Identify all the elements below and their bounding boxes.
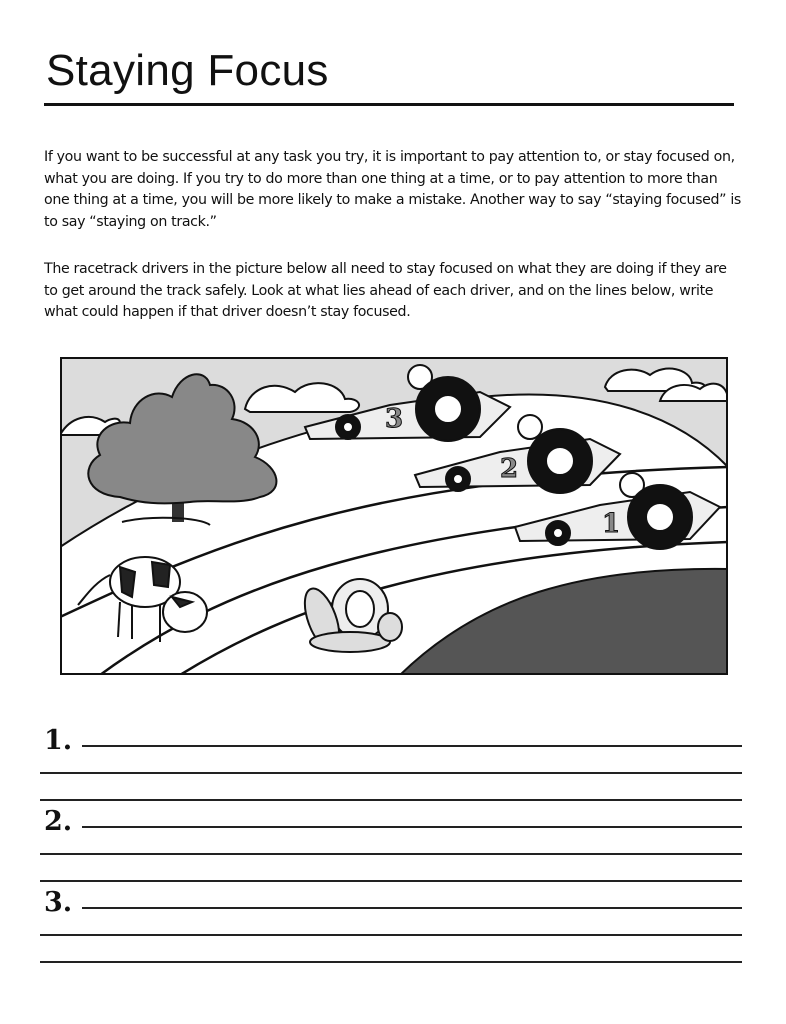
title-underline	[44, 103, 734, 106]
answer-3-line-3[interactable]	[40, 961, 742, 963]
answer-2-line-3[interactable]	[40, 880, 742, 882]
page-title: Staying Focus	[46, 46, 329, 95]
answer-1-line-3[interactable]	[40, 799, 742, 801]
answer-1-line-1[interactable]	[82, 745, 742, 747]
answer-1-label: 1.	[44, 725, 73, 756]
answer-2-label: 2.	[44, 806, 73, 837]
car-number-2: 2	[500, 454, 519, 484]
answer-2-line-1[interactable]	[82, 826, 742, 828]
car-number-1: 1	[602, 509, 621, 539]
answer-3-label: 3.	[44, 887, 73, 918]
instructions-paragraph: The racetrack drivers in the picture below all need to stay focused on what they are doing if they are to get around the track safely. Look at what lies ahead of each driver, and on the lines below, write what could happen if that driver doesn’t stay focused.	[44, 261, 727, 320]
intro-paragraph: If you want to be successful at any task you try, it is important to pay attention to, or stay focused on, what you are doing. If you try to do more than one thing at a time, or to pay attention to more than one thing at a time, you will be more likely to make a mistake. Another way to say “staying focused” is to say “staying on track.”	[44, 149, 741, 230]
car-number-3: 3	[385, 404, 404, 434]
answer-3-line-1[interactable]	[82, 907, 742, 909]
answer-1-line-2[interactable]	[40, 772, 742, 774]
racetrack-illustration	[60, 357, 728, 675]
answer-2-line-2[interactable]	[40, 853, 742, 855]
answer-3-line-2[interactable]	[40, 934, 742, 936]
